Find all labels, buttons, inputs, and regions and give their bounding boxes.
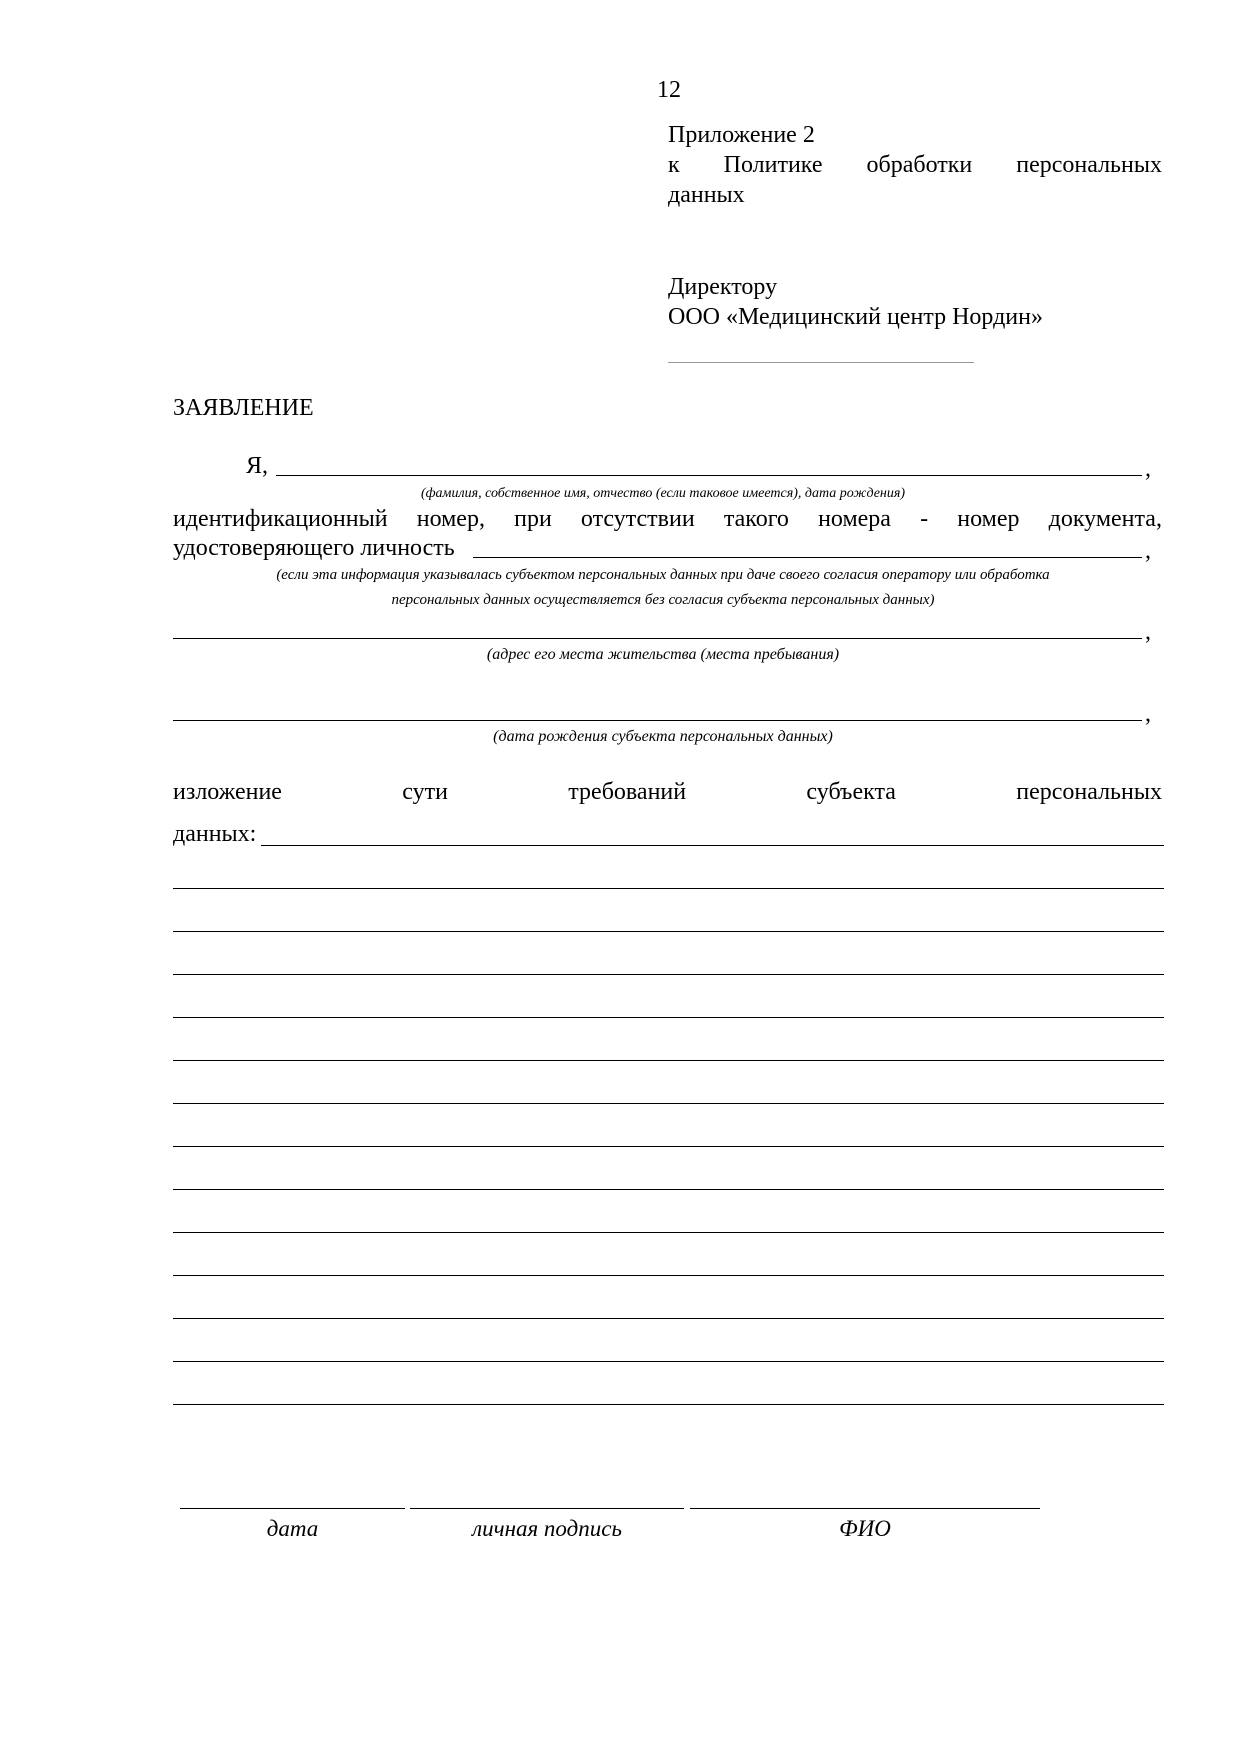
requirements-line-1 <box>173 777 1162 807</box>
fio-field[interactable] <box>690 1508 1040 1509</box>
id-word: при <box>514 506 552 532</box>
id-word: номер <box>957 506 1020 532</box>
annex-word: обработки <box>866 152 973 178</box>
caption-birth: (дата рождения субъекта персональных данных) <box>493 728 833 745</box>
annex-line-1: Приложение 2 <box>668 122 815 148</box>
signature-field[interactable] <box>410 1508 684 1509</box>
id-word: документа, <box>1048 506 1162 532</box>
ya-label: Я, <box>246 453 269 479</box>
caption-consent-1: (если эта информация указывалась субъектом персональных данных при даче своего согласия оператору или обработка <box>276 567 1050 583</box>
id-line-2: удостоверяющего личность <box>173 535 455 561</box>
writing-line[interactable] <box>173 1103 1164 1104</box>
date-label: дата <box>266 1516 319 1541</box>
addressee-block <box>668 272 1043 332</box>
caption-consent-2: персональных данных осуществляется без согласия субъекта персональных данных) <box>391 592 935 608</box>
addressee-line-1: Директору <box>668 274 778 300</box>
requirements-line-2: данных: <box>173 821 257 847</box>
req-word: изложение <box>173 779 282 805</box>
birth-date-field[interactable] <box>173 720 1142 721</box>
writing-line[interactable] <box>173 1146 1164 1147</box>
annex-word: Политике <box>723 152 823 178</box>
writing-line[interactable] <box>173 974 1164 975</box>
signature-label: личная подпись <box>472 1516 622 1541</box>
fio-label: ФИО <box>839 1516 891 1541</box>
writing-line[interactable] <box>173 1275 1164 1276</box>
writing-line[interactable] <box>173 1060 1164 1061</box>
comma: , <box>1145 619 1151 645</box>
addressee-line-2: ООО «Медицинский центр Нордин» <box>668 304 1043 330</box>
caption-name: (фамилия, собственное имя, отчество (если таковое имеется), дата рождения) <box>420 486 906 501</box>
annex-word: персональных <box>1016 152 1162 178</box>
id-word: - <box>920 506 929 532</box>
requirements-field[interactable] <box>261 845 1164 846</box>
id-number-field[interactable] <box>473 557 1142 558</box>
writing-line[interactable] <box>173 931 1164 932</box>
caption-address: (адрес его места жительства (места пребывания) <box>486 646 840 663</box>
writing-line[interactable] <box>173 1232 1164 1233</box>
writing-line[interactable] <box>173 1189 1164 1190</box>
req-word: требований <box>568 779 687 805</box>
req-word: субъекта <box>806 779 896 805</box>
name-field[interactable] <box>276 475 1142 476</box>
id-word: идентификационный <box>173 506 388 532</box>
page-number: 12 <box>657 77 681 103</box>
id-word: такого <box>723 506 789 532</box>
addressee-name-field[interactable] <box>668 362 974 363</box>
comma: , <box>1145 701 1151 727</box>
id-line-1 <box>173 504 1162 534</box>
address-field[interactable] <box>173 638 1142 639</box>
comma: , <box>1145 538 1151 564</box>
writing-line[interactable] <box>173 1361 1164 1362</box>
annex-block <box>668 120 1162 210</box>
statement-title: ЗАЯВЛЕНИЕ <box>173 395 314 421</box>
writing-line[interactable] <box>173 1017 1164 1018</box>
annex-line-3: данных <box>668 182 745 208</box>
writing-line[interactable] <box>173 1318 1164 1319</box>
comma: , <box>1145 456 1151 482</box>
id-word: номера <box>818 506 891 532</box>
req-word: персональных <box>1016 779 1162 805</box>
id-word: отсутствии <box>580 506 695 532</box>
date-field[interactable] <box>180 1508 405 1509</box>
id-word: номер, <box>416 506 485 532</box>
annex-word: к <box>668 152 680 178</box>
annex-line-2 <box>668 150 1162 180</box>
req-word: сути <box>402 779 448 805</box>
writing-line[interactable] <box>173 1404 1164 1405</box>
writing-line[interactable] <box>173 888 1164 889</box>
